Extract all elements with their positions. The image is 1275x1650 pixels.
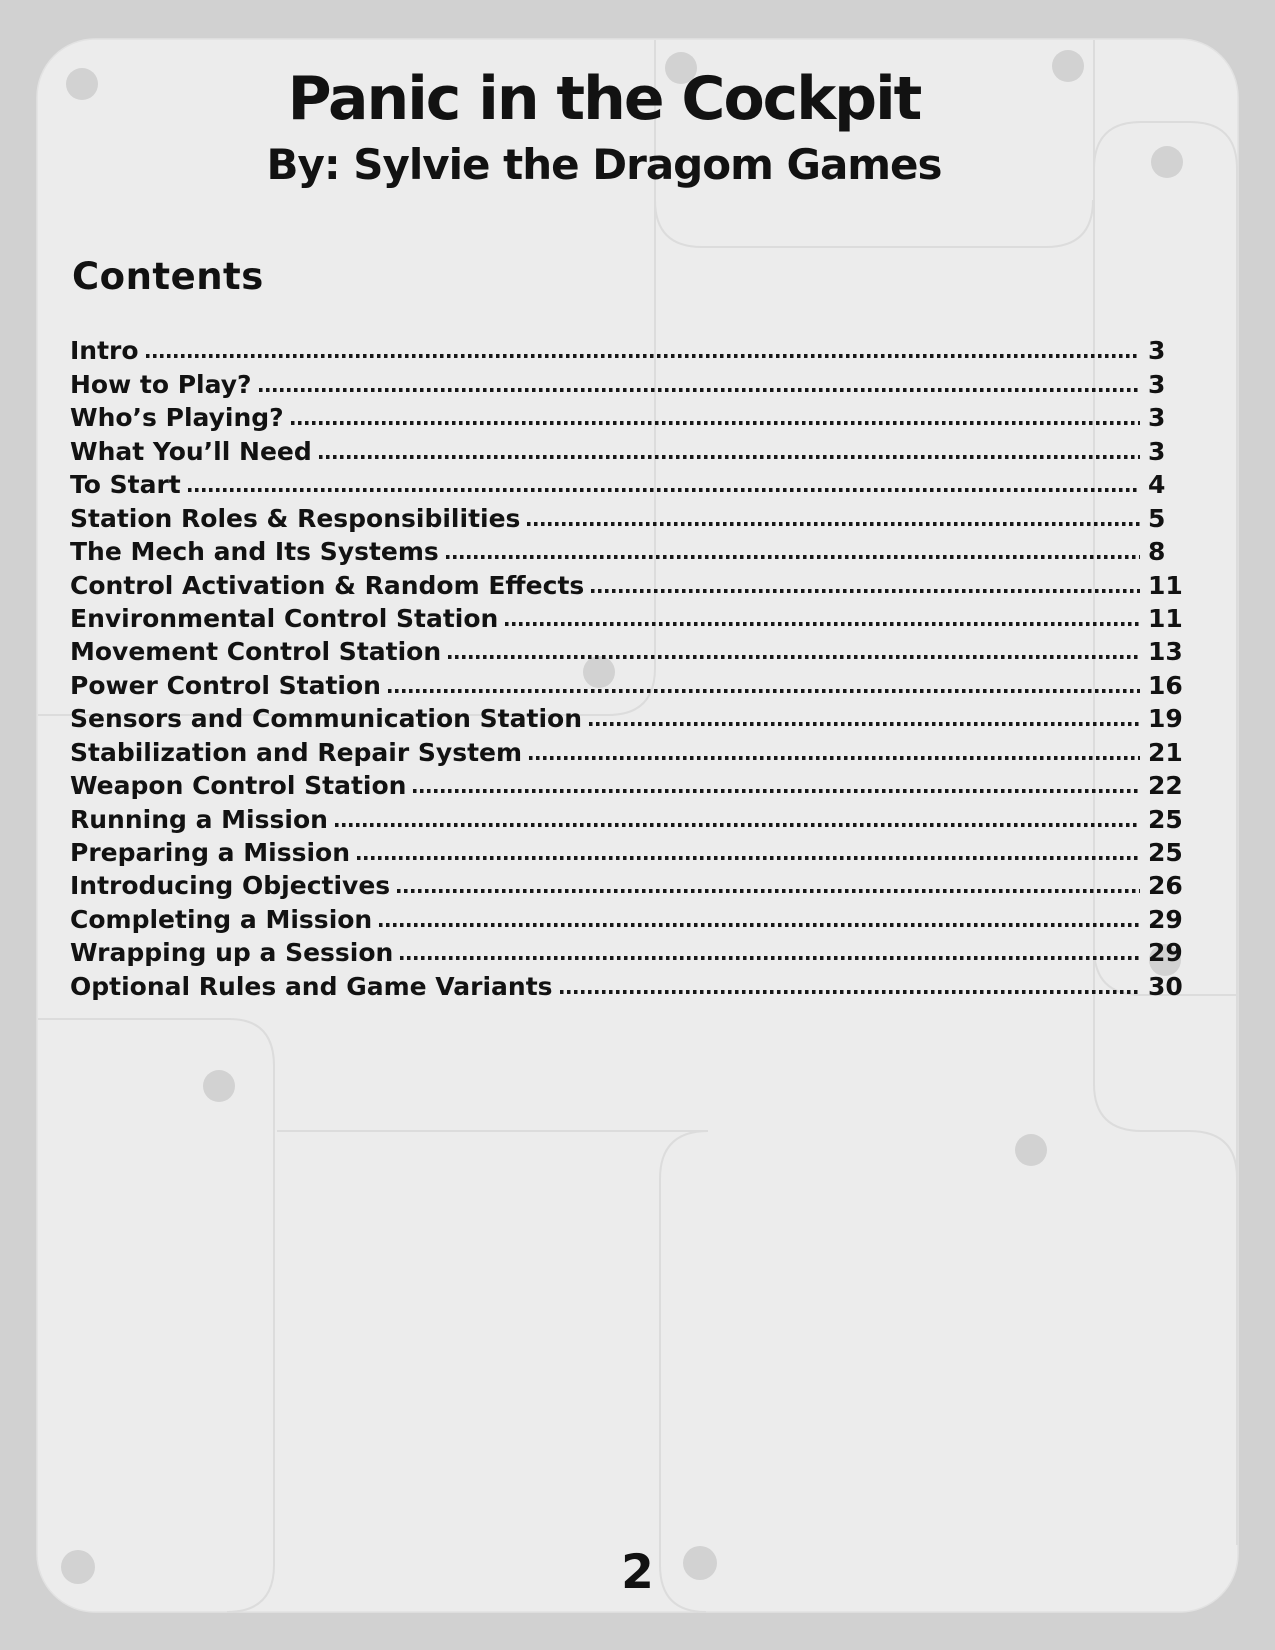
screw-hole-icon [203, 1070, 235, 1102]
toc-entry-label: Introducing Objectives [70, 871, 391, 901]
toc-entry[interactable] [70, 431, 1194, 464]
screw-hole-icon [1015, 1134, 1047, 1166]
toc-entry-page: 21 [1148, 737, 1183, 767]
toc-entry-label: Completing a Mission [70, 904, 373, 934]
toc-entry[interactable] [70, 364, 1194, 397]
toc-entry-page: 4 [1148, 470, 1166, 500]
toc-entry-label: Intro [70, 336, 139, 366]
toc-entry-label: Preparing a Mission [70, 838, 350, 867]
toc-leader-dots [448, 655, 1140, 659]
toc-entry-label: Sensors and Communication Station [70, 704, 582, 734]
toc-leader-dots [400, 956, 1140, 960]
page-number: 2 [621, 1545, 654, 1600]
toc-leader-dots [259, 388, 1140, 392]
toc-leader-dots [527, 522, 1140, 526]
toc-entry-page: 29 [1148, 904, 1183, 934]
toc-entry-page: 8 [1148, 537, 1166, 567]
toc-entry-label: Stabilization and Repair System [70, 737, 523, 767]
toc-entry[interactable] [70, 732, 1194, 765]
toc-leader-dots [413, 789, 1140, 793]
toc-entry-page: 11 [1148, 570, 1183, 600]
toc-leader-dots [357, 856, 1140, 860]
toc-leader-dots [146, 354, 1140, 358]
toc-entry[interactable] [70, 665, 1194, 698]
toc-entry[interactable] [70, 398, 1194, 431]
toc-entry-page: 16 [1148, 670, 1183, 700]
toc-entry-label: Who’s Playing? [70, 403, 284, 433]
toc-entry-page: 25 [1148, 804, 1183, 834]
toc-entry[interactable] [70, 699, 1194, 732]
toc-leader-dots [589, 722, 1140, 726]
page-title: Panic in the Cockpit [287, 64, 921, 134]
toc-entry-label: Control Activation & Random Effects [70, 570, 585, 600]
toc-entry-page: 3 [1148, 336, 1166, 366]
toc-entry-label: Environmental Control Station [70, 603, 499, 633]
toc-leader-dots [560, 990, 1140, 994]
toc-list [70, 331, 1194, 1000]
toc-entry-page: 19 [1148, 704, 1183, 734]
toc-entry-page: 11 [1148, 603, 1183, 633]
toc-entry-page: 3 [1148, 369, 1166, 399]
contents-heading: Contents [72, 255, 264, 298]
toc-leader-dots [529, 756, 1140, 760]
toc-entry-label: Station Roles & Responsibilities [70, 503, 521, 533]
toc-leader-dots [505, 622, 1140, 626]
toc-entry[interactable] [70, 966, 1194, 999]
toc-entry-label: How to Play? [70, 369, 252, 399]
toc-leader-dots [397, 889, 1140, 893]
toc-entry-label: Power Control Station [70, 670, 381, 700]
toc-entry-label: Movement Control Station [70, 637, 442, 667]
toc-entry[interactable] [70, 899, 1194, 932]
title-block [37, 60, 1171, 192]
toc-entry[interactable] [70, 532, 1194, 565]
toc-leader-dots [319, 455, 1140, 459]
toc-entry[interactable] [70, 866, 1194, 899]
toc-entry[interactable] [70, 799, 1194, 832]
toc-entry[interactable] [70, 465, 1194, 498]
toc-leader-dots [446, 555, 1140, 559]
toc-entry[interactable] [70, 933, 1194, 966]
toc-entry-page: 22 [1148, 771, 1183, 801]
byline: By: Sylvie the Dragom Games [266, 140, 942, 189]
toc-entry-page: 3 [1148, 403, 1166, 433]
toc-entry[interactable] [70, 632, 1194, 665]
toc-entry[interactable] [70, 766, 1194, 799]
toc-entry-label: Optional Rules and Game Variants [70, 971, 553, 1001]
toc-leader-dots [388, 689, 1140, 693]
toc-entry-page: 25 [1148, 838, 1183, 867]
toc-leader-dots [379, 923, 1140, 927]
toc-entry-label: Wrapping up a Session [70, 938, 394, 968]
toc-entry-page: 5 [1148, 503, 1166, 533]
toc-entry-page: 3 [1148, 436, 1166, 466]
toc-entry-page: 29 [1148, 938, 1183, 968]
toc-entry[interactable] [70, 599, 1194, 632]
toc-leader-dots [335, 823, 1140, 827]
toc-leader-dots [591, 589, 1140, 593]
toc-entry-label: The Mech and Its Systems [70, 537, 439, 567]
toc-entry[interactable] [70, 331, 1194, 364]
toc-entry-page: 30 [1148, 971, 1183, 1001]
toc-entry-label: Weapon Control Station [70, 771, 407, 801]
toc-entry-page: 26 [1148, 871, 1183, 901]
toc-entry[interactable] [70, 498, 1194, 531]
toc-entry[interactable] [70, 565, 1194, 598]
toc-entry-page: 13 [1148, 637, 1183, 667]
toc-leader-dots [188, 488, 1140, 492]
toc-leader-dots [291, 421, 1140, 425]
toc-entry[interactable] [70, 833, 1194, 866]
toc-entry-label: To Start [70, 470, 181, 500]
toc-entry-label: Running a Mission [70, 804, 328, 834]
toc-entry-label: What You’ll Need [70, 436, 312, 466]
